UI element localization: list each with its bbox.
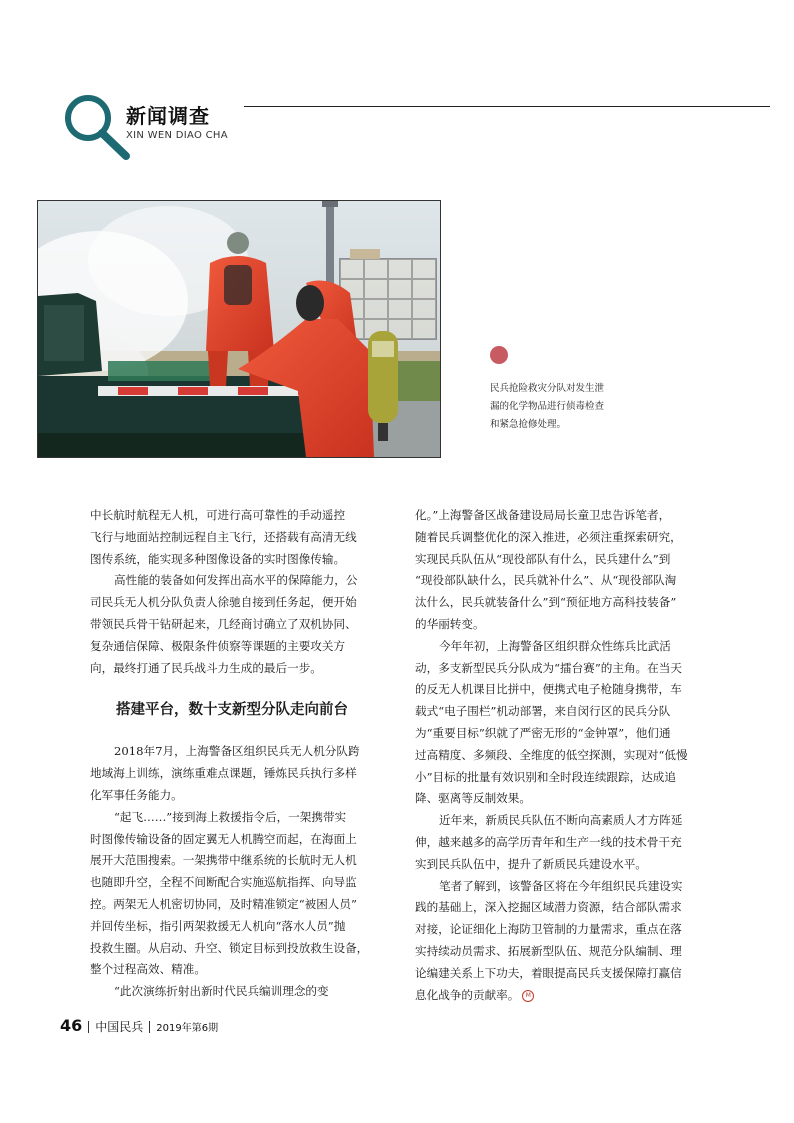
text-line: 高性能的装备如何发挥出高水平的保障能力，公 [114,573,358,588]
text-line: 向，最终打通了民兵战斗力生成的最后一步。 [90,660,322,675]
text-line: 汰什么，民兵就装备什么”到“预征地方高科技装备” [415,595,677,610]
text-line: 复杂通信保障、极限条件侦察等课题的主要攻关方 [90,638,346,653]
text-line [415,985,715,1007]
text-line: 司民兵无人机分队负责人徐驰自接到任务起，便开始 [90,595,357,610]
text-line: 的华丽转变。 [415,616,485,631]
article-photo [37,200,441,458]
text-line: 降、驱离等反制效果。 [415,791,531,806]
text-line: “起飞……”接到海上救援指令后，一架携带实 [114,809,347,824]
text-line: 论编建关系上下功夫，着眼提高民兵支援保障打赢信 [415,965,682,980]
text-line: 实持续动员需求、拓展新型队伍、规范分队编制、理 [415,943,682,958]
text-line: 地域海上训练，演练重难点课题，锤炼民兵执行多样 [90,766,357,781]
page-footer [60,1016,218,1035]
text-line: 实到民兵队伍中，提升了新质民兵建设水平。 [415,856,647,871]
text-line: 为“重要目标”织就了严密无形的“金钟罩”，他们通 [415,725,671,740]
text-line: “此次演练折射出新时代民兵编训理念的变 [114,984,329,999]
text-line: 实现民兵队伍从“现役部队有什么，民兵建什么”到 [415,551,671,566]
magazine-name: 中国民兵 [95,1020,144,1034]
magnifier-icon [58,88,132,162]
text-line: 飞行与地面站控制远程自主飞行，还搭载有高清无线 [90,529,357,544]
text-line: “现役部队缺什么，民兵就补什么”、从“现役部队淘 [415,573,677,588]
text-line: 投救生圈。从启动、升空、锁定目标到投放救生设备， [90,940,369,955]
text-line: 随着民兵调整优化的深入推进，必须注重探索研究， [415,529,682,544]
photo-caption [490,380,660,434]
text-line: 动，多支新型民兵分队成为“擂台赛”的主角。在当天 [415,660,682,675]
header-rule [244,106,770,107]
text-line: 对接，论证细化上海防卫管制的力量需求，重点在落 [415,922,682,937]
section-heading: 搭建平台，数十支新型分队走向前台 [116,702,348,719]
article-column-left [90,505,385,1003]
caption-line: 漏的化学物品进行侦毒检查 [490,401,605,412]
text-line: 的反无人机课目比拼中，便携式电子枪随身携带，车 [415,682,682,697]
text-line: 时图像传输设备的固定翼无人机腾空而起，在海面上 [90,831,357,846]
text-line: 近年来，新质民兵队伍不断向高素质人才方阵延 [439,813,683,828]
text-line: 化。”上海警备区战备建设局局长童卫忠告诉笔者， [415,508,671,522]
section-title: 新闻调查 [126,104,210,128]
text-line: 载式“电子围栏”机动部署，来自闵行区的民兵分队 [415,704,671,719]
text-line: 带领民兵骨干钻研起来，几经商讨确立了双机协同、 [90,616,357,631]
text-line: 并回传坐标，指引两架救援无人机向“落水人员”抛 [90,918,346,933]
text-line: 控。两架无人机密切协同，及时精准锁定“被困人员” [90,896,357,911]
text-line: 过高精度、多频段、全维度的低空探测，实现对“低慢 [415,747,688,762]
issue-label: 2019年第6期 [156,1023,219,1034]
text-line: 中长航时航程无人机，可进行高可靠性的手动遥控 [90,508,346,522]
caption-line: 和紧急抢修处理。 [490,419,567,430]
section-subtitle: XIN WEN DIAO CHA [126,130,228,141]
text-line: 展开大范围搜索。一架携带中继系统的长航时无人机 [90,853,357,868]
text-line: 伸，越来越多的高学历青年和生产一线的技术骨干充 [415,834,682,849]
text-line: 整个过程高效、精准。 [90,962,206,977]
text-line: 也随即升空，全程不间断配合实施巡航指挥、向导监 [90,875,357,890]
text-line: 图传系统，能实现多种图像设备的实时图像传输。 [90,551,346,566]
caption-marker [490,346,508,364]
end-mark-icon: M [522,990,534,1002]
footer-divider [149,1021,150,1033]
caption-line: 民兵抢险救灾分队对发生泄 [490,383,605,394]
text-line-content: 息化战争的贡献率。 [415,987,520,1002]
text-line: 笔者了解到，该警备区将在今年组织民兵建设实 [439,878,683,893]
text-line: 2018年7月，上海警备区组织民兵无人机分队跨 [114,744,360,759]
article-column-right [415,505,715,1006]
text-line: 践的基础上，深入挖掘区域潜力资源，结合部队需求 [415,900,682,915]
footer-divider [88,1021,89,1033]
text-line: 小”目标的批量有效识别和全时段连续跟踪，达成追 [415,769,676,784]
text-line: 化军事任务能力。 [90,787,183,802]
text-line: 今年年初，上海警备区组织群众性练兵比武活 [439,638,671,653]
page-number: 46 [60,1016,83,1035]
